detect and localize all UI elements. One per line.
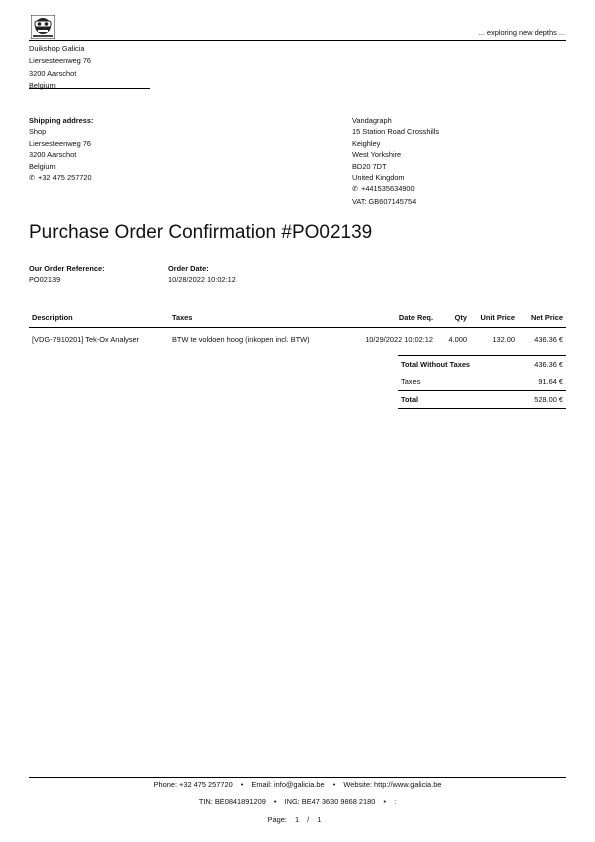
subtotal-row: [398, 356, 566, 374]
phone-icon: ✆: [352, 186, 358, 194]
footer-company-ids: [0, 797, 595, 806]
order-date-label: Order Date:: [168, 264, 209, 273]
vendor-phone: +441535634900: [361, 184, 415, 194]
footer-contact: [0, 780, 595, 789]
footer-divider: [29, 777, 566, 778]
company-address: [29, 43, 91, 92]
order-reference: [29, 263, 105, 285]
cell-qty: 4.000: [448, 335, 467, 344]
taxes-row: [398, 373, 566, 391]
company-divider: [29, 88, 150, 89]
table-row: [29, 328, 566, 349]
total-row: [398, 391, 566, 409]
cell-description: [VDG-7910201] Tek-Ox Analyser: [32, 335, 140, 344]
footer-bullet: •: [240, 780, 244, 789]
page-slash: /: [307, 815, 310, 824]
taxes-value: 91.64 €: [538, 377, 563, 386]
order-date-value: 10/28/2022 10:02:12: [168, 275, 236, 285]
company-country: Belgium: [29, 80, 56, 90]
total-value: 528.00 €: [513, 391, 566, 409]
shipping-phone: +32 475 257720: [38, 173, 92, 183]
vendor-street: 15 Station Road Crosshills: [352, 127, 440, 137]
subtotal-label: Total Without Taxes: [398, 356, 513, 374]
footer-phone: Phone: +32 475 257720: [153, 780, 233, 789]
vendor-country: United Kingdom: [352, 173, 405, 183]
vendor-vat: VAT: GB607145754: [352, 196, 417, 206]
shipping-name: Shop: [29, 127, 47, 137]
header-taxes: Taxes: [169, 310, 354, 328]
footer-email[interactable]: Email: info@galicia.be: [251, 780, 325, 789]
company-logo: [31, 15, 55, 39]
vendor-city: Keighley: [352, 138, 381, 148]
header-date-req: Date Req.: [354, 310, 436, 328]
tagline: ... exploring new depths ...: [478, 28, 565, 37]
total-label: Total: [398, 391, 513, 409]
footer-bullet: •: [273, 797, 277, 806]
shipping-country: Belgium: [29, 161, 56, 171]
page-total: 1: [317, 815, 322, 824]
phone-icon: ✆: [29, 175, 35, 183]
header-description: Description: [29, 310, 169, 328]
vendor-postcode: BD20 7DT: [352, 161, 387, 171]
vendor-name: Vandagraph: [352, 116, 392, 125]
table-header-row: [29, 310, 566, 328]
shipping-phone-line: [29, 172, 93, 184]
order-lines-table: [29, 310, 566, 348]
totals-table: [398, 355, 566, 409]
vendor-phone-line: [352, 183, 439, 195]
cell-net-price: 436.36 €: [534, 335, 563, 344]
footer-page-number: [0, 815, 595, 824]
header-qty: Qty: [436, 310, 470, 328]
header-net-price: Net Price: [518, 310, 566, 328]
company-city: 3200 Aarschot: [29, 68, 77, 78]
header-unit-price: Unit Price: [470, 310, 518, 328]
order-date: [168, 263, 236, 285]
order-reference-value: PO02139: [29, 275, 61, 285]
cell-taxes: BTW te voldoen hoog (inkopen incl. BTW): [172, 335, 310, 344]
company-street: Liersesteenweg 76: [29, 56, 92, 66]
footer-website[interactable]: Website: http://www.galicia.be: [343, 780, 442, 789]
cell-date-req: 10/29/2022 10:02:12: [365, 335, 433, 344]
taxes-label: Taxes: [401, 377, 421, 386]
page-title: Purchase Order Confirmation #PO02139: [29, 222, 373, 243]
shipping-street: Liersesteenweg 76: [29, 138, 92, 148]
order-reference-label: Our Order Reference:: [29, 264, 105, 273]
shipping-label: Shipping address:: [29, 116, 94, 125]
footer-bullet: •: [332, 780, 336, 789]
company-name: Duikshop Galicia: [29, 44, 85, 53]
subtotal-value: 436.36 €: [513, 356, 566, 374]
shipping-city: 3200 Aarschot: [29, 150, 77, 160]
footer-tin: TIN: BE0841891209: [198, 797, 266, 806]
footer-colon: :: [394, 797, 397, 806]
page-current: 1: [294, 815, 300, 824]
vendor-address: [352, 115, 439, 207]
page-label: Page:: [267, 815, 287, 824]
header-divider: [29, 40, 566, 41]
shipping-address: [29, 115, 93, 184]
cell-unit-price: 132.00: [492, 335, 515, 344]
footer-bullet: •: [383, 797, 387, 806]
vendor-region: West Yorkshire: [352, 150, 402, 160]
footer-ing: ING: BE47 3630 9868 2180: [284, 797, 376, 806]
